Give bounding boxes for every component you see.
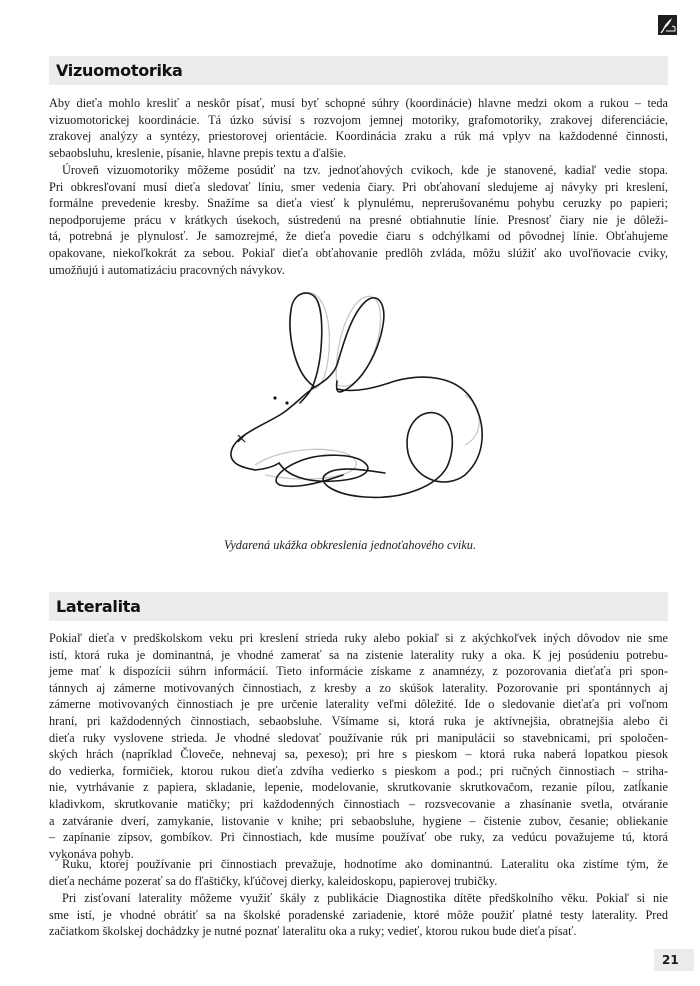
text-line: opakovane, niekoľkokrát za sebou. Pokiaľ dieťa obťahovanie predlôh zvláda, môžu slúžiť ako uvoľňovacie cviky, bbox=[49, 245, 668, 260]
text-line: hraní, pri každodenných činnostiach, sebaobsluhe. Všímame si, ktorá ruka je aktívnejšia, obratnejšia alebo či bbox=[49, 713, 668, 728]
rabbit-line-drawing-icon bbox=[225, 285, 495, 520]
section-header-vizuomotorika bbox=[49, 56, 668, 85]
text-line: Aby dieťa mohlo kresliť a neskôr písať, musí byť schopné súhry (koordinácie) hlavne medzi okom a rukou – teda bbox=[49, 96, 668, 110]
text-line: sebaobsluhu, kreslenie, písanie, hlavne prepis textu a ďalšie. bbox=[49, 145, 347, 160]
page-number: 21 bbox=[654, 949, 694, 971]
paragraph-vizuomotorika-1 bbox=[49, 95, 668, 161]
paragraph-lateralita-2 bbox=[49, 856, 668, 889]
text-line: tánnych aj zámerne motivovaných činnostiach, z kresby a zo skúšok laterality. Pozorovanie pri spontánnych aj bbox=[49, 680, 668, 695]
text-line: do vedierka, formičiek, ktorou rukou dieťa zdvíha vedierko s pieskom a pod.; pri ručných činnostiach – striha- bbox=[49, 763, 668, 778]
text-line: Pri obkresľovaní musí dieťa sledovať líniu, smer vedenia čiary. Pri obťahovaní sledujeme aj návyky pri kreslení, bbox=[49, 179, 668, 194]
text-line: istí, ktorá ruka je dominantná, je vhodné zamerať sa na zistenie laterality ruky a oka. K jej posúdeniu potrebu- bbox=[49, 647, 668, 662]
text-line: formálne prevedenie kresby. Snažíme sa dieťa viesť k plynulému, neprerušovanému pohybu ceruzky po papieri; bbox=[49, 196, 668, 211]
text-line: ských hrách (napríklad Človeče, nehnevaj sa, pexeso); pri hre s pieskom – ktorá ruka naberá lopatkou piesok bbox=[49, 747, 668, 762]
text-line: zrakovej analýzy a syntézy, priestorovej orientácie. Koordinácia zraku a rúk má vplyv na každodenné činnosti, bbox=[49, 129, 668, 144]
rabbit-drawing-figure bbox=[225, 285, 495, 520]
text-line: dieťa necháme pozerať sa do fľaštičky, kľúčovej dierky, kaleidoskopu, papierovej trubičky. bbox=[49, 873, 498, 888]
text-line: Úroveň vizuomotoriky môžeme posúdiť na tzv. jednoťahových cvikoch, kde je stanovené, kadiaľ vedie stopa. bbox=[62, 163, 668, 177]
text-line: Ruku, ktorej používanie pri činnostiach prevažuje, hodnotíme ako dominantnú. Lateralitu oka zistíme tým, že bbox=[62, 857, 668, 871]
paragraph-lateralita-1 bbox=[49, 630, 668, 862]
section-title: Lateralita bbox=[56, 597, 141, 616]
text-line: Pri zisťovaní laterality môžeme využiť škály z publikácie Diagnostika dítěte předškolního věku. Pokiaľ si nie bbox=[62, 891, 668, 905]
text-line: vykonáva pohyb. bbox=[49, 846, 134, 861]
text-line: zámerne motivovaných činnostiach je pre určenie laterality veľmi dôležité. Ide o sledovanie dieťaťa pri voľnom bbox=[49, 697, 668, 712]
text-line: tá, potrebná je plynulosť. Je samozrejmé, že dieťa povedie čiaru s odchýlkami od pôvodnej línie. Obťahujeme bbox=[49, 229, 668, 244]
text-line: nepodporujeme prácu v krátkych úsekoch, sústredenú na presné obtiahnutie línie. Presnosť čiary nie je dôleži- bbox=[49, 212, 668, 227]
text-line: umožňujú i automatizáciu pracovných návykov. bbox=[49, 262, 285, 277]
section-title: Vizuomotorika bbox=[56, 61, 183, 80]
quill-pen-icon bbox=[658, 15, 677, 35]
text-line: kladivkom, skrutkovanie matičky; pri každodenných činnostiach – rozsvecovanie a zhasínanie svetla, otváranie bbox=[49, 796, 668, 811]
text-line: sme istí, je vhodné obrátiť sa na školské poradenské zariadenie, ktoré môže použiť platné testy laterality. Pred bbox=[49, 907, 668, 922]
paragraph-lateralita-3 bbox=[49, 890, 668, 940]
text-line: a zatváranie dverí, zamykanie, listovanie v knihe; pri sebaobsluhe, hygiene – čistenie zubov, česanie; obliekanie bbox=[49, 813, 668, 828]
text-line: – zapínanie zipsov, gombíkov. Pri činnostiach, kde musíme používať obe ruky, za vedúcu považujeme tú, ktorá bbox=[49, 830, 668, 845]
text-line: začiatkom školskej dochádzky je nutné poznať lateralitu oka a ruky; vedieť, ktorou rukou bude dieťa písať. bbox=[49, 924, 577, 939]
paragraph-vizuomotorika-2 bbox=[49, 162, 668, 278]
text-line: dieťa ruky vyslovene strieda. Je vhodné sledovať používanie rúk pri manipulácii so stavebnicami, pri spoločen- bbox=[49, 730, 668, 745]
text-line: jeme mať k dispozícii súhrn informácií. Tieto informácie získame z anamnézy, z pozorovania dieťaťa pri spon- bbox=[49, 664, 668, 679]
text-line: Pokiaľ dieťa v predškolskom veku pri kreslení strieda ruky alebo pokiaľ si z akýchkoľvek iných dôvodov nie sme bbox=[49, 631, 668, 645]
section-header-lateralita bbox=[49, 592, 668, 621]
text-line: nie, vytrhávanie z papiera, skladanie, lepenie, modelovanie, skrutkovanie skrutkovačom, rezanie pílou, zatĺkanie bbox=[49, 780, 668, 795]
figure-caption: Vydarená ukážka obkreslenia jednoťahového cviku. bbox=[223, 538, 477, 552]
text-line: vizuomotorickej koordinácie. Tá úzko súvisí s rozvojom jemnej motoriky, grafomotoriky, zrakovej diferenciácie, bbox=[49, 112, 668, 127]
